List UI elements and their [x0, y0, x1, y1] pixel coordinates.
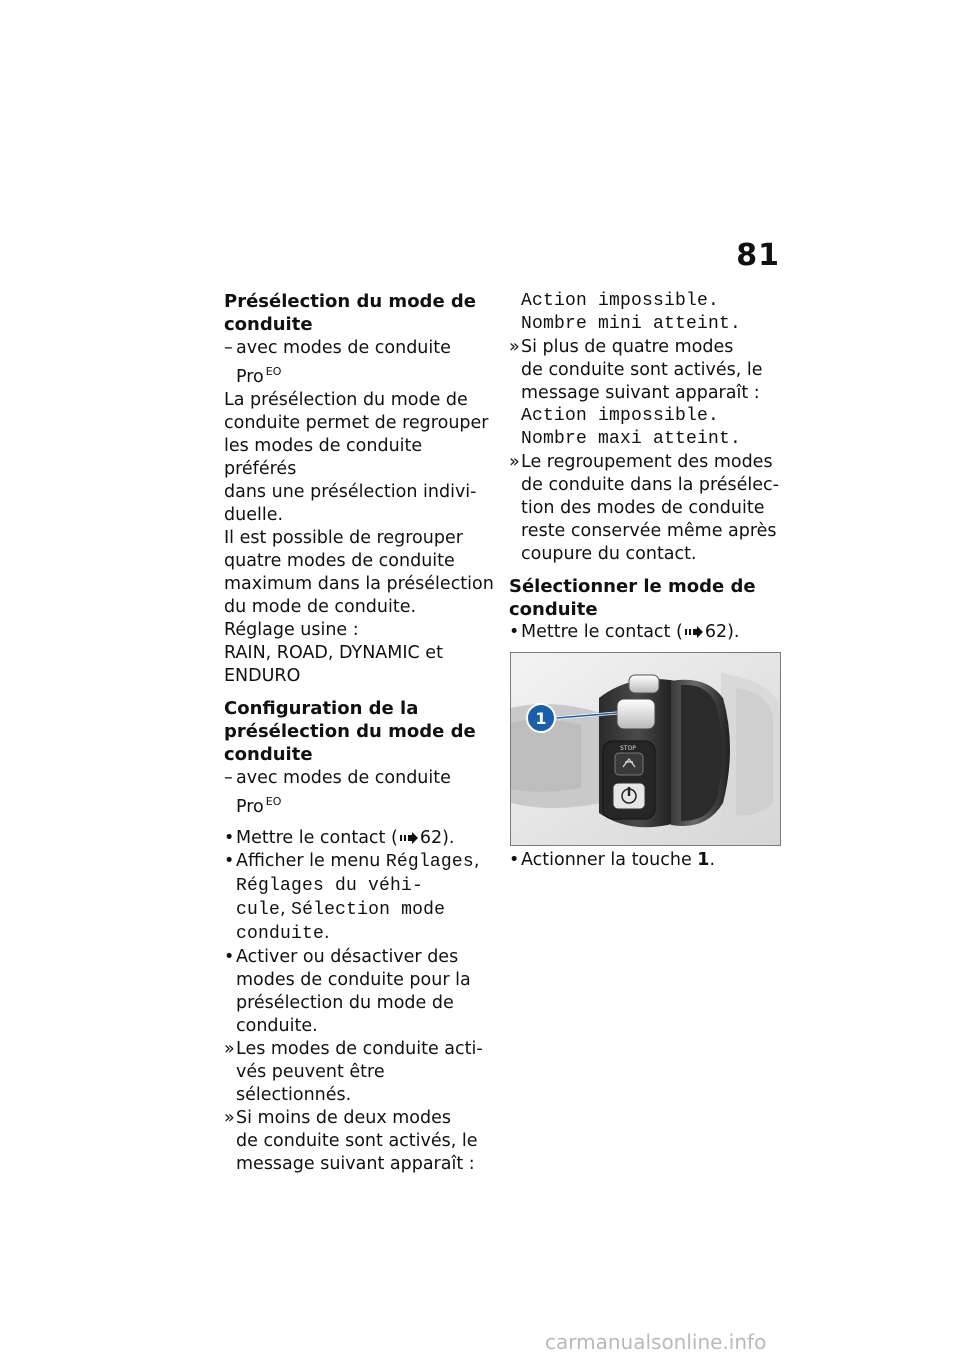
display-message-min — [509, 290, 781, 336]
step-item: • Actionner la touche 1. — [509, 850, 716, 870]
step-text: Mettre le contact ( — [236, 828, 398, 848]
condition-item — [224, 337, 494, 389]
text-line: tion des modes de conduite — [521, 498, 765, 518]
text-line: les modes de conduite préférés — [224, 436, 423, 479]
bullet-marker: • — [509, 850, 520, 870]
condition-item — [224, 767, 494, 819]
message-line: Action impossible. — [521, 291, 720, 311]
text-line: de conduite sont activés, le — [236, 1131, 478, 1151]
text-line: duelle. — [224, 505, 284, 525]
text-line: reste conservée même après — [521, 521, 777, 541]
text-line: maximum dans la présélection — [224, 574, 494, 594]
factory-setting — [224, 619, 494, 688]
text-line: coupure du contact. — [521, 544, 697, 564]
dash-marker: – — [224, 768, 233, 788]
step-text: Mettre le contact ( — [521, 622, 683, 642]
text-line: dans une présélection indivi- — [224, 482, 477, 502]
text-line: conduite. — [236, 1016, 318, 1036]
step-item — [224, 946, 494, 1038]
result-marker: » — [509, 337, 520, 357]
menu-path-item: Sélection mode — [291, 900, 446, 920]
reference-arrow-icon — [685, 626, 703, 638]
text-line: présélection du mode de — [236, 993, 454, 1013]
menu-path-item: cule — [236, 900, 281, 920]
page-number: 81 — [736, 238, 780, 273]
step-text-end: ). — [442, 828, 455, 848]
message-line: Action impossible. — [521, 406, 720, 426]
text-line: quatre modes de conduite — [224, 551, 455, 571]
text-line: du mode de conduite. — [224, 597, 417, 617]
text-line: Activer ou désactiver des — [236, 947, 459, 967]
section-heading-configuration — [224, 697, 494, 766]
condition-text: avec modes de conduite — [236, 338, 451, 358]
text-line: de conduite sont activés, le — [521, 360, 763, 380]
step-text: Afficher le menu — [236, 851, 381, 871]
display-message-max — [509, 405, 781, 451]
optional-equipment-sup: EO — [265, 365, 282, 378]
reference-arrow-icon — [400, 832, 418, 844]
text-line: Si moins de deux modes — [236, 1108, 451, 1128]
key-reference: 1 — [697, 850, 710, 870]
text-line: La présélection du mode de — [224, 390, 468, 410]
heading-line: conduite — [224, 744, 313, 765]
text-line: vés peuvent être sélectionnés. — [236, 1062, 385, 1105]
text-line: message suivant apparaît : — [236, 1154, 475, 1174]
dash-marker: – — [224, 338, 233, 358]
menu-path-item: Réglages — [385, 852, 474, 872]
text-line: message suivant apparaît : — [521, 383, 760, 403]
result-item — [224, 1038, 494, 1107]
step-item — [224, 827, 494, 850]
factory-setting-label: Réglage usine : — [224, 620, 359, 640]
heading-line: Sélectionner le mode de — [509, 576, 756, 597]
text-line: de conduite dans la présélec- — [521, 475, 779, 495]
result-marker: » — [224, 1039, 235, 1059]
message-line: Nombre maxi atteint. — [521, 429, 742, 449]
step-text-end: ). — [727, 622, 740, 642]
step-item — [509, 621, 781, 644]
handlebar-switch-figure — [510, 652, 781, 846]
bullet-marker: • — [224, 851, 235, 871]
paragraph-preselection — [224, 389, 494, 527]
bullet-marker: • — [509, 622, 520, 642]
bullet-marker: • — [224, 828, 235, 848]
heading-line: Configuration de la — [224, 698, 419, 719]
heading-line: présélection du mode de — [224, 721, 476, 742]
text-line: modes de conduite pour la — [236, 970, 471, 990]
result-item — [224, 1107, 494, 1176]
step-text: Actionner la touche — [521, 850, 692, 870]
stop-label: STOP — [620, 745, 636, 752]
condition-pro: Pro — [236, 797, 264, 817]
heading-line: Présélection du mode de — [224, 291, 477, 312]
factory-setting-value: ENDURO — [224, 666, 301, 686]
condition-pro: Pro — [236, 367, 264, 387]
heading-line: conduite — [224, 314, 313, 335]
factory-setting-value: RAIN, ROAD, DYNAMIC et — [224, 643, 443, 663]
result-item — [509, 451, 781, 566]
handlebar-switch-illustration — [511, 653, 780, 845]
section-heading-select-mode — [509, 575, 781, 621]
left-column — [224, 290, 494, 1176]
right-column — [509, 290, 781, 644]
optional-equipment-sup: EO — [265, 795, 282, 808]
text-line: Il est possible de regrouper — [224, 528, 463, 548]
text-line: Le regroupement des modes — [521, 452, 773, 472]
heading-line: conduite — [509, 599, 598, 620]
message-line: Nombre mini atteint. — [521, 314, 742, 334]
page-reference[interactable]: 62 — [704, 622, 728, 642]
result-item — [509, 336, 781, 405]
menu-path-item: conduite — [236, 924, 325, 944]
condition-text: avec modes de conduite — [236, 768, 451, 788]
paragraph-max-modes — [224, 527, 494, 619]
bullet-marker: • — [224, 947, 235, 967]
result-marker: » — [224, 1108, 235, 1128]
callout-number: 1 — [535, 709, 547, 728]
text-line: conduite permet de regrouper — [224, 413, 489, 433]
watermark: carmanualsonline.info — [545, 1330, 767, 1354]
menu-path-item: Réglages du véhi- — [236, 876, 424, 896]
text-line: Si plus de quatre modes — [521, 337, 734, 357]
result-marker: » — [509, 452, 520, 472]
page-reference[interactable]: 62 — [419, 828, 443, 848]
step-item: • Afficher le menu Réglages, Réglages du véhi- cule, Sélection mode conduite. — [224, 851, 480, 944]
text-line: Les modes de conduite acti- — [236, 1039, 483, 1059]
section-heading-preselection — [224, 290, 494, 336]
